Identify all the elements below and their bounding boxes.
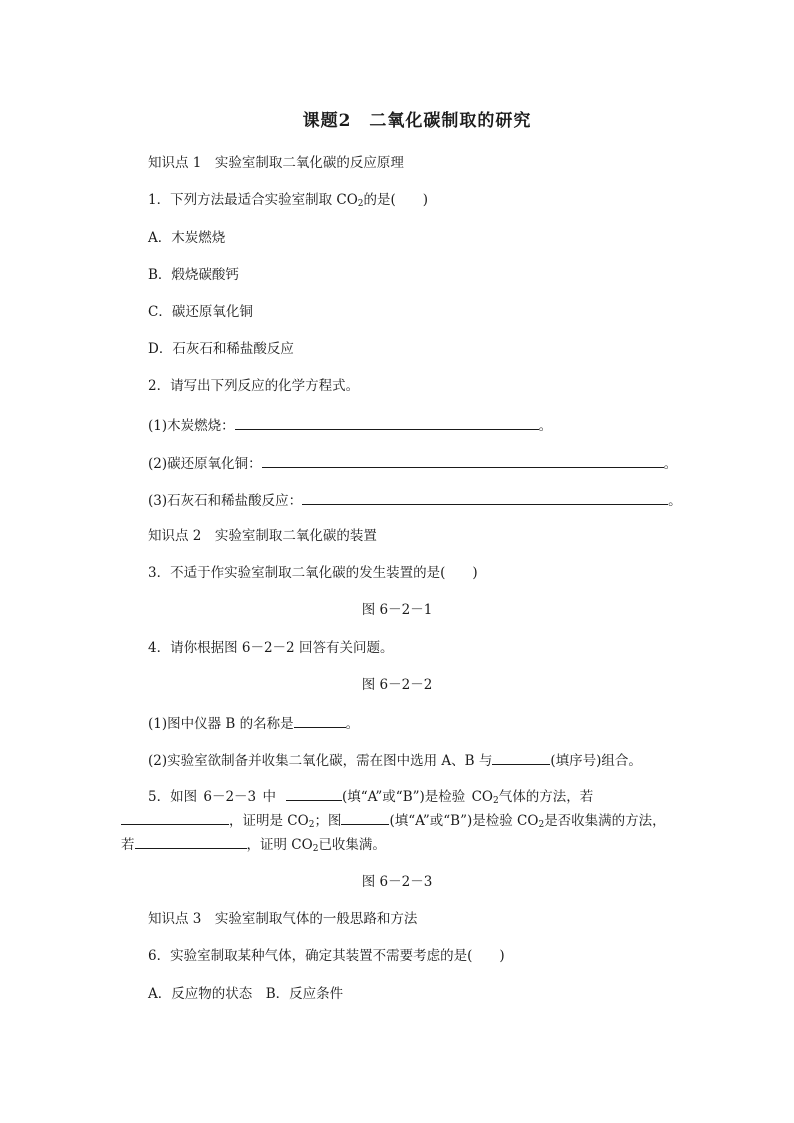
knowledge-point-3: 知识点 3 实验室制取气体的一般思路和方法 — [148, 911, 418, 927]
question-4-part-1: (1)图中仪器 B 的名称是 。 — [148, 713, 359, 733]
question-2-stem: 2．请写出下列反应的化学方程式。 — [148, 378, 360, 394]
answer-blank[interactable] — [235, 415, 539, 430]
question-1-option-b: B．煅烧碳酸钙 — [148, 267, 239, 283]
question-1-option-c: C．碳还原氧化铜 — [148, 304, 253, 320]
answer-blank[interactable] — [262, 453, 664, 468]
question-4-part-2: (2)实验室欲制备并收集二氧化碳，需在图中选用 A、B 与 (填序号)组合。 — [148, 750, 642, 770]
question-4-stem: 4．请你根据图 6－2－2 回答有关问题。 — [148, 640, 394, 656]
question-6-options: A．反应物的状态 B．反应条件 — [148, 986, 344, 1002]
question-2-item-1: (1)木炭燃烧： 。 — [148, 415, 552, 435]
answer-blank[interactable] — [135, 834, 247, 849]
question-2-item-3: (3)石灰石和稀盐酸反应： 。 — [148, 490, 682, 510]
knowledge-point-2: 知识点 2 实验室制取二氧化碳的装置 — [148, 528, 377, 544]
question-2-item-2: (2)碳还原氧化铜： 。 — [148, 453, 677, 473]
answer-blank[interactable] — [302, 490, 668, 505]
question-1-option-a: A．木炭燃烧 — [148, 230, 226, 246]
question-5-line-2: ，证明是 $CO_2$；图 (填“A”或“B”)是检验 $CO_2$是否收集满的方法， — [121, 810, 666, 830]
question-5-line-3: 若 ，证明 $CO_2$已收集满。 — [121, 834, 386, 854]
figure-6-2-2-caption: 图 6－2－2 — [361, 677, 433, 693]
knowledge-point-1: 知识点 1 实验室制取二氧化碳的反应原理 — [148, 155, 404, 171]
question-6-stem: 6．实验室制取某种气体，确定其装置不需要考虑的是( ) — [148, 948, 505, 964]
figure-6-2-3-caption: 图 6－2－3 — [361, 874, 433, 890]
answer-blank[interactable] — [294, 713, 346, 728]
answer-blank[interactable] — [286, 786, 342, 801]
answer-blank[interactable] — [492, 750, 550, 765]
question-1-option-d: D．石灰石和稀盐酸反应 — [148, 341, 294, 357]
question-1-stem: 1．下列方法最适合实验室制取 $CO_2$的是( ) — [148, 192, 429, 209]
answer-blank[interactable] — [121, 810, 229, 825]
figure-6-2-1-caption: 图 6－2－1 — [361, 602, 433, 618]
answer-blank[interactable] — [341, 810, 389, 825]
question-5-line-1: 5．如图 6－2－3 中 (填“A”或“B”)是检验 $CO_2$气体的方法，若 — [148, 786, 593, 806]
question-3-stem: 3．不适于作实验室制取二氧化碳的发生装置的是( ) — [148, 565, 478, 581]
page-title: 课题2 二氧化碳制取的研究 — [302, 111, 532, 131]
